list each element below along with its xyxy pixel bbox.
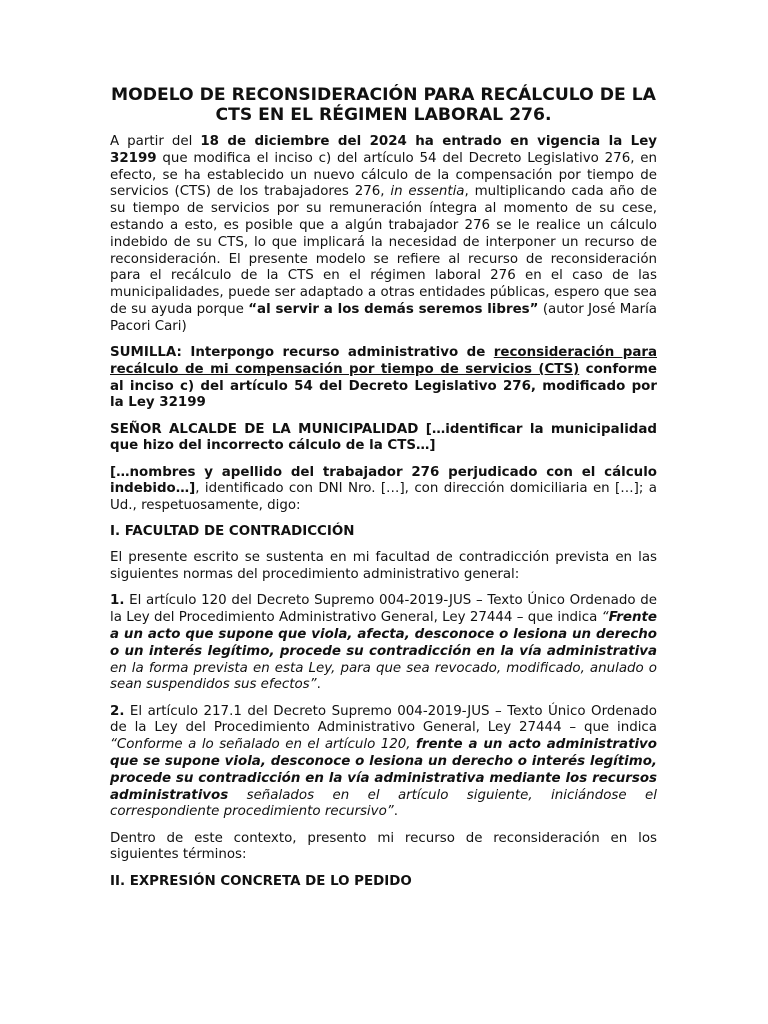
intro-text: , multiplicando cada año de su tiempo de servicios por su remuneración íntegra al momento de su cese, estando a esto, es posible que a algún trabajador 276 se le realice un cálculo indebido de su CTS, lo que implicará la necesidad de interponer un recurso de reconsideración. El presente modelo se refiere al recurso de reconsideración para el recálculo de la CTS en el régimen laboral 276 en el caso de las municipalidades, puede ser adaptado a otras entidades públicas, espero que sea de su ayuda porque: [110, 184, 657, 317]
item-1-end: .: [316, 677, 321, 693]
intro-latin: in essentia: [390, 184, 465, 200]
item-2-text: El artículo 217.1 del Decreto Supremo 004-2019-JUS – Texto Único Ordenado de la Ley del Procedimiento Administrativo General, Ley 27444 – que indica: [110, 703, 657, 736]
item-2-paragraph: [110, 704, 657, 822]
item-1-quote-rest: en la forma prevista en esta Ley, para que sea revocado, modificado, anulado o sean suspendidos sus efectos”: [110, 660, 657, 693]
sumilla-text: conforme al inciso c) del artículo 54 del Decreto Legislativo 276, modificado por la Ley 32199: [110, 361, 657, 411]
petitioner-text: , identificado con DNI Nro. […], con dirección domiciliaria en […]; a Ud., respetuosamente, digo:: [110, 481, 657, 514]
intro-quote: “al servir a los demás seremos libres”: [248, 301, 539, 317]
intro-vigencia: 18 de diciembre del 2024 ha entrado en vigencia la Ley 32199: [110, 134, 657, 166]
intro-author: (autor José María Pacori Cari): [110, 301, 657, 334]
petitioner-name: […nombres y apellido del trabajador 276 perjudicado con el cálculo indebido…]: [110, 464, 657, 497]
item-1-quote-bold: Frente a un acto que supone que viola, afecta, desconoce o lesiona un derecho o un interés legítimo, procede su contradicción en la vía administrativa: [110, 610, 657, 659]
section-heading-2: II. EXPRESIÓN CONCRETA DE LO PEDIDO: [110, 873, 412, 889]
item-1-number: 1.: [110, 593, 125, 609]
document-title: MODELO DE RECONSIDERACIÓN PARA RECÁLCULO DE LA CTS EN EL RÉGIMEN LABORAL 276.: [111, 85, 656, 125]
intro-text: A partir del: [110, 134, 201, 149]
item-1-text: El artículo 120 del Decreto Supremo 004-2019-JUS – Texto Único Ordenado de la Ley del Procedimiento Administrativo General, Ley 27444 – que indica: [110, 593, 657, 626]
addressee-paragraph: SEÑOR ALCALDE DE LA MUNICIPALIDAD […identificar la municipalidad que hizo del incorrecto cálculo de la CTS…]: [110, 421, 657, 454]
item-1-open-quote: “: [601, 610, 609, 626]
intro-text: que modifica el inciso c) del artículo 54 del Decreto Legislativo 276, en efecto, se ha establecido un nuevo cálculo de la compensación por tiempo de servicios (CTS) de los trabajadores 276,: [110, 150, 657, 200]
item-2-quote-start: “Conforme a lo señalado en el artículo 120,: [110, 737, 417, 753]
item-2-quote-bold: frente a un acto administrativo que se supone viola, desconoce o lesiona un derecho o interés legítimo, procede su contradicción en la vía administrativa mediante los recursos administrativos: [110, 737, 657, 803]
item-2-end: .: [393, 804, 398, 820]
item-2-number: 2.: [110, 703, 125, 719]
section-heading-1: I. FACULTAD DE CONTRADICCIÓN: [110, 524, 355, 540]
sumilla-underlined: reconsideración para recálculo de mi compensación por tiempo de servicios (CTS): [110, 344, 658, 377]
petitioner-paragraph: [110, 465, 657, 515]
sumilla-label: SUMILLA: Interpongo recurso administrativo de: [110, 344, 494, 360]
item-2-quote-rest: señalados en el artículo siguiente, iniciándose el correspondiente procedimiento recursivo”: [110, 787, 657, 820]
sumilla-paragraph: [110, 345, 657, 412]
item-1-paragraph: [110, 593, 657, 694]
norms-paragraph: El presente escrito se sustenta en mi facultad de contradicción prevista en las siguientes normas del procedimiento administrativo general:: [110, 550, 657, 583]
document-body: [110, 86, 657, 900]
context-paragraph: Dentro de este contexto, presento mi recurso de reconsideración en los siguientes términos:: [110, 830, 657, 863]
intro-paragraph: [110, 134, 657, 336]
